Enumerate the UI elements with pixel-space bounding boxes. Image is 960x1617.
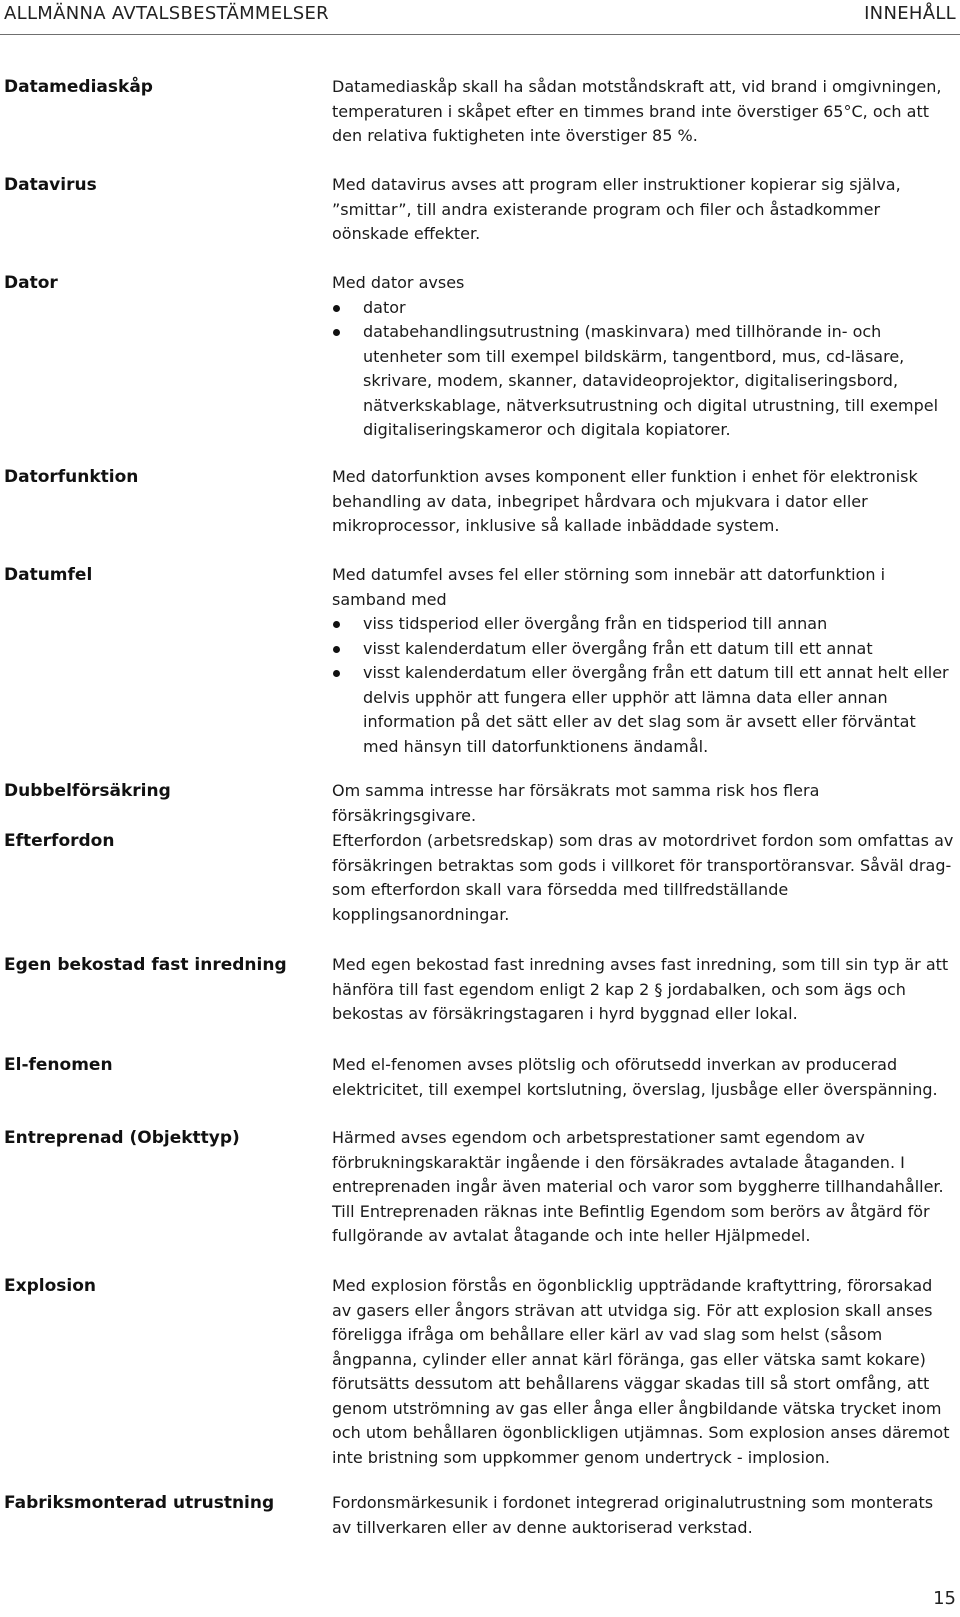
definition-datavirus xyxy=(332,173,956,247)
term-dubbelforsakring: Dubbelförsäkring xyxy=(4,781,171,801)
page-header xyxy=(0,0,960,35)
term-datavirus: Datavirus xyxy=(4,175,97,195)
definition-dubbelforsakring xyxy=(332,779,956,828)
bullet-item: databehandlingsutrustning (maskinvara) med tillhörande in- och utenheter som till exempel bildskärm, tangentbord, mus, cd-läsare, skrivare, modem, skanner, datavideoprojektor, digitaliseringsbord, nätverkskablage, nätverksutrustning och digital utrustning, till exempel digitaliseringskameror och digitala kopiatorer. xyxy=(332,320,956,443)
term-datumfel: Datumfel xyxy=(4,565,93,585)
definition-el-fenomen xyxy=(332,1053,956,1102)
definition-paragraph: Efterfordon (arbetsredskap) som dras av motordrivet fordon som omfattas av försäkringen betraktas som gods i villkoret för transportöransvar. Såväl drag-som efterfordon skall vara försedda med tillfredställande kopplingsanordningar. xyxy=(332,831,954,924)
term-explosion: Explosion xyxy=(4,1276,96,1296)
definition-datorfunktion xyxy=(332,465,956,539)
definition-paragraph: Med egen bekostad fast inredning avses fast inredning, som till sin typ är att hänföra till fast egendom enligt 2 kap 2 § jordabalken, och som ägs och bekostas av försäkringstagaren i hyrd byggnad eller lokal. xyxy=(332,955,949,1023)
term-dator: Dator xyxy=(4,273,58,293)
term-datamediaskap: Datamediaskåp xyxy=(4,77,153,97)
definition-paragraph: Härmed avses egendom och arbetsprestationer samt egendom av förbrukningskaraktär ingående i den försäkrades avtalade åtaganden. I entreprenaden ingår även material och varor som byggherre tillhandahåller. Till Entreprenaden räknas inte Befintlig Egendom som berörs av åtgärd för fullgörande av avtalat åtagande och inte heller Hjälpmedel. xyxy=(332,1128,944,1245)
definition-paragraph: Med datumfel avses fel eller störning som innebär att datorfunktion i samband med xyxy=(332,565,886,609)
section-title: ALLMÄNNA AVTALSBESTÄMMELSER xyxy=(4,3,329,24)
definition-paragraph: Datamediaskåp skall ha sådan motståndskraft att, vid brand i omgivningen, temperaturen i skåpet efter en timmes brand inte överstiger 65°C, och att den relativa fuktigheten inte överstiger 85 %. xyxy=(332,77,942,145)
definition-bullet-list xyxy=(332,612,956,759)
definition-entreprenad xyxy=(332,1126,956,1249)
definition-paragraph: Om samma intresse har försäkrats mot samma risk hos flera försäkringsgivare. xyxy=(332,781,820,825)
term-efterfordon: Efterfordon xyxy=(4,831,115,851)
definition-datumfel xyxy=(332,563,956,759)
definition-paragraph: Med el-fenomen avses plötslig och oförutsedd inverkan av producerad elektricitet, till exempel kortslutning, överslag, ljusbåge eller överspänning. xyxy=(332,1055,938,1099)
page-number: 15 xyxy=(933,1588,956,1609)
definition-paragraph: Med dator avses xyxy=(332,273,465,292)
term-egen-bekostad-fast-inredning: Egen bekostad fast inredning xyxy=(4,955,287,975)
definition-efterfordon xyxy=(332,829,956,927)
term-el-fenomen: El-fenomen xyxy=(4,1055,113,1075)
definition-bullet-list xyxy=(332,296,956,443)
definition-explosion xyxy=(332,1274,956,1470)
bullet-item: viss tidsperiod eller övergång från en tidsperiod till annan xyxy=(332,612,956,637)
definition-fabriksmonterad-utrustning xyxy=(332,1491,956,1540)
definition-paragraph: Med datorfunktion avses komponent eller funktion i enhet för elektronisk behandling av data, inbegripet hårdvara och mjukvara i dator eller mikroprocessor, inklusive så kallade inbäddade system. xyxy=(332,467,918,535)
definition-dator xyxy=(332,271,956,443)
bullet-item: visst kalenderdatum eller övergång från ett datum till ett annat xyxy=(332,637,956,662)
bullet-item: dator xyxy=(332,296,956,321)
term-entreprenad: Entreprenad (Objekttyp) xyxy=(4,1128,240,1148)
contents-link[interactable]: INNEHÅLL xyxy=(864,3,956,24)
term-datorfunktion: Datorfunktion xyxy=(4,467,139,487)
definition-paragraph: Fordonsmärkesunik i fordonet integrerad originalutrustning som monterats av tillverkaren eller av denne auktoriserad verkstad. xyxy=(332,1493,934,1537)
bullet-item: visst kalenderdatum eller övergång från ett datum till ett annat helt eller delvis upphör att fungera eller upphör att lämna data eller annan information på det sätt eller av det slag som är avsett eller förväntat med hänsyn till datorfunktionens ändamål. xyxy=(332,661,956,759)
definition-datamediaskap xyxy=(332,75,956,149)
definition-egen-bekostad-fast-inredning xyxy=(332,953,956,1027)
definition-paragraph: Med datavirus avses att program eller instruktioner kopierar sig själva, ”smittar”, till andra existerande program och filer och åstadkommer oönskade effekter. xyxy=(332,175,901,243)
definition-paragraph: Med explosion förstås en ögonblicklig uppträdande kraftyttring, förorsakad av gasers eller ångors strävan att utvidga sig. För att explosion skall anses föreligga ifråga om behållare eller kärl av vad slag som helst (såsom ångpanna, cylinder eller annat kärl föränga, gas eller vätska samt kokare) förutsätts dessutom att behållarens väggar skadas till så stort omfång, att genom utströmning av gas eller ånga eller ångbildande vätska trycket inom och utom behållaren ögonblickligen utjämnas. Som explosion anses däremot inte bristning som uppkommer genom undertryck - implosion. xyxy=(332,1276,950,1467)
term-fabriksmonterad-utrustning: Fabriksmonterad utrustning xyxy=(4,1493,275,1513)
